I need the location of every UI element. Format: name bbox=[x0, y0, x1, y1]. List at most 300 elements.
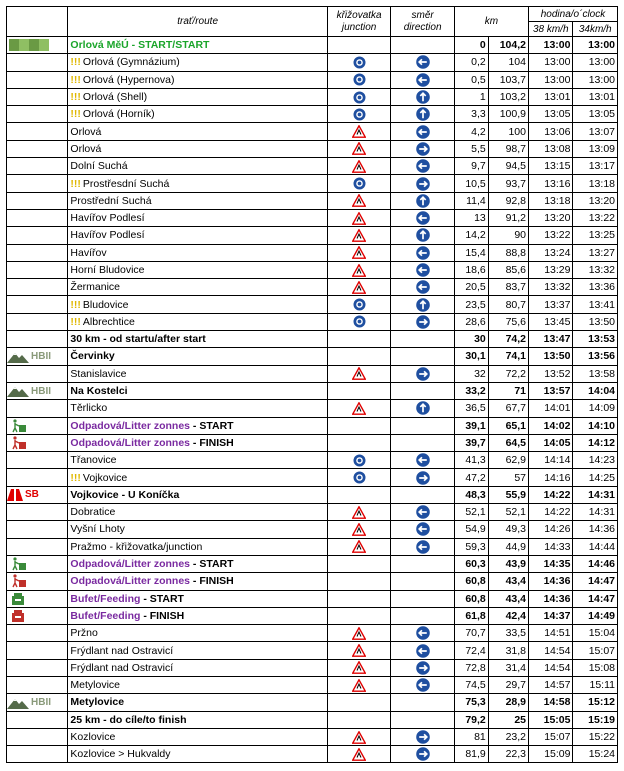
remaining-km-cell: 74,2 bbox=[488, 331, 528, 348]
route-name: Metylovice bbox=[70, 696, 125, 709]
time-34-cell: 13:56 bbox=[573, 348, 618, 365]
route-name: Horní Bludovice bbox=[70, 264, 145, 276]
direction-cell bbox=[391, 590, 455, 607]
junction-cell bbox=[327, 590, 391, 607]
warning-marker: !!! bbox=[70, 73, 81, 86]
remaining-km-cell: 49,3 bbox=[488, 521, 528, 538]
direction-cell bbox=[391, 676, 455, 693]
direction-cell bbox=[391, 538, 455, 555]
table-row bbox=[7, 365, 618, 382]
direction-cell bbox=[391, 37, 455, 54]
km-cell: 81 bbox=[454, 728, 488, 745]
row-icon-cell bbox=[7, 469, 68, 486]
warning-icon bbox=[352, 748, 366, 761]
arrow-left-icon bbox=[416, 280, 430, 294]
arrow-left-icon bbox=[416, 125, 430, 139]
table-row bbox=[7, 504, 618, 521]
route-cell bbox=[68, 158, 327, 175]
direction-cell bbox=[391, 279, 455, 296]
time-38-cell: 14:05 bbox=[529, 434, 573, 451]
warning-marker: !!! bbox=[70, 315, 81, 328]
arrow-left-icon bbox=[416, 263, 430, 277]
remaining-km-cell: 92,8 bbox=[488, 192, 528, 209]
direction-cell bbox=[391, 227, 455, 244]
time-34-cell: 15:11 bbox=[573, 676, 618, 693]
row-icon-cell bbox=[7, 88, 68, 105]
route-name: Prostřední Suchá bbox=[70, 194, 152, 207]
km-cell: 1 bbox=[454, 88, 488, 105]
km-cell: 13 bbox=[454, 209, 488, 226]
time-34-cell: 14:31 bbox=[573, 504, 618, 521]
time-38-cell: 13:50 bbox=[529, 348, 573, 365]
km-cell: 39,1 bbox=[454, 417, 488, 434]
time-38-cell: 13:18 bbox=[529, 192, 573, 209]
km-cell: 70,7 bbox=[454, 625, 488, 642]
direction-cell bbox=[391, 313, 455, 330]
junction-cell bbox=[327, 728, 391, 745]
time-34-cell: 13:27 bbox=[573, 244, 618, 261]
time-38-cell: 14:22 bbox=[529, 504, 573, 521]
table-row bbox=[7, 313, 618, 330]
km-cell: 9,7 bbox=[454, 158, 488, 175]
route-cell bbox=[68, 71, 327, 88]
remaining-km-cell: 23,2 bbox=[488, 728, 528, 745]
warning-icon bbox=[352, 523, 366, 536]
route-cell bbox=[68, 555, 327, 572]
time-34-cell: 14:49 bbox=[573, 607, 618, 624]
route-cell bbox=[68, 469, 327, 486]
direction-cell bbox=[391, 711, 455, 728]
time-34-cell: 14:09 bbox=[573, 400, 618, 417]
row-icon-cell bbox=[7, 659, 68, 676]
time-34-cell: 13:20 bbox=[573, 192, 618, 209]
row-icon-cell bbox=[7, 123, 68, 140]
route-cell bbox=[68, 659, 327, 676]
direction-cell bbox=[391, 469, 455, 486]
remaining-km-cell: 74,1 bbox=[488, 348, 528, 365]
direction-cell bbox=[391, 504, 455, 521]
junction-cell bbox=[327, 140, 391, 157]
time-34-cell: 15:08 bbox=[573, 659, 618, 676]
junction-cell bbox=[327, 417, 391, 434]
warning-icon bbox=[352, 367, 366, 380]
remaining-km-cell: 98,7 bbox=[488, 140, 528, 157]
sprint-tag: SB bbox=[25, 489, 39, 501]
route-cell bbox=[68, 538, 327, 555]
km-cell: 30,1 bbox=[454, 348, 488, 365]
warning-icon bbox=[352, 264, 366, 277]
km-header: km bbox=[454, 7, 528, 37]
time-38-cell: 14:35 bbox=[529, 555, 573, 572]
km-cell: 81,9 bbox=[454, 746, 488, 763]
hill-tag: HBII bbox=[31, 697, 51, 709]
route-cell bbox=[68, 140, 327, 157]
km-cell: 48,3 bbox=[454, 486, 488, 503]
route-cell bbox=[68, 573, 327, 590]
route-cell bbox=[68, 54, 327, 71]
route-name: Bufet/Feeding bbox=[70, 609, 141, 622]
row-icon-cell bbox=[7, 37, 68, 54]
remaining-km-cell: 93,7 bbox=[488, 175, 528, 192]
table-row bbox=[7, 88, 618, 105]
time-38-cell: 14:37 bbox=[529, 607, 573, 624]
remaining-km-cell: 85,6 bbox=[488, 261, 528, 278]
arrow-left-icon bbox=[416, 540, 430, 554]
route-cell bbox=[68, 504, 327, 521]
junction-cell bbox=[327, 88, 391, 105]
route-suffix: - START bbox=[190, 558, 234, 571]
warning-icon bbox=[352, 281, 366, 294]
time-34-cell: 14:46 bbox=[573, 555, 618, 572]
table-row bbox=[7, 106, 618, 123]
arrow-right-icon bbox=[416, 177, 430, 191]
time-38-cell: 14:14 bbox=[529, 452, 573, 469]
route-cell bbox=[68, 711, 327, 728]
km-cell: 60,3 bbox=[454, 555, 488, 572]
remaining-km-cell: 100 bbox=[488, 123, 528, 140]
warning-icon bbox=[352, 160, 366, 173]
time-38-cell: 13:16 bbox=[529, 175, 573, 192]
route-cell bbox=[68, 244, 327, 261]
time-34-cell: 13:50 bbox=[573, 313, 618, 330]
junction-header: křižovatka junction bbox=[327, 7, 391, 37]
route-cell bbox=[68, 625, 327, 642]
row-icon-cell bbox=[7, 746, 68, 763]
litter_green-icon bbox=[7, 557, 29, 571]
time-38-cell: 13:01 bbox=[529, 88, 573, 105]
km-cell: 0,5 bbox=[454, 71, 488, 88]
time-38-cell: 13:06 bbox=[529, 123, 573, 140]
km-cell: 52,1 bbox=[454, 504, 488, 521]
route-name: Frýdlant nad Ostravicí bbox=[70, 661, 174, 674]
remaining-km-cell: 55,9 bbox=[488, 486, 528, 503]
sprint-icon bbox=[7, 489, 23, 501]
route-cell bbox=[68, 400, 327, 417]
time-38-cell: 13:24 bbox=[529, 244, 573, 261]
row-icon-cell bbox=[7, 175, 68, 192]
time-38-cell: 14:57 bbox=[529, 676, 573, 693]
time-38-cell: 14:02 bbox=[529, 417, 573, 434]
row-icon-cell bbox=[7, 728, 68, 745]
direction-cell bbox=[391, 209, 455, 226]
remaining-km-cell: 104 bbox=[488, 54, 528, 71]
arrow-up-icon bbox=[416, 228, 430, 242]
time-34-cell: 13:53 bbox=[573, 331, 618, 348]
time-34-cell: 14:47 bbox=[573, 590, 618, 607]
junction-cell bbox=[327, 348, 391, 365]
km-cell: 4,2 bbox=[454, 123, 488, 140]
table-row bbox=[7, 37, 618, 54]
route-name: Orlová bbox=[70, 125, 102, 138]
warning-icon bbox=[352, 661, 366, 674]
time-38-cell: 13:47 bbox=[529, 331, 573, 348]
junction-cell bbox=[327, 434, 391, 451]
time-38-cell: 13:22 bbox=[529, 227, 573, 244]
row-icon-cell bbox=[7, 382, 68, 399]
direction-cell bbox=[391, 642, 455, 659]
route-cell bbox=[68, 607, 327, 624]
table-row bbox=[7, 469, 618, 486]
row-icon-cell bbox=[7, 244, 68, 261]
route-cell bbox=[68, 37, 327, 54]
time-34-cell: 13:17 bbox=[573, 158, 618, 175]
table-row bbox=[7, 331, 618, 348]
route-name: Kozlovice bbox=[70, 731, 116, 744]
arrow-left-icon bbox=[416, 626, 430, 640]
warning-icon bbox=[352, 246, 366, 259]
junction-cell bbox=[327, 209, 391, 226]
route-name: Bludovice bbox=[82, 298, 129, 311]
km-cell: 47,2 bbox=[454, 469, 488, 486]
direction-cell bbox=[391, 434, 455, 451]
table-row bbox=[7, 71, 618, 88]
hill-icon bbox=[7, 351, 29, 363]
junction-cell bbox=[327, 365, 391, 382]
route-cell bbox=[68, 417, 327, 434]
junction-cell bbox=[327, 521, 391, 538]
time-34-cell: 15:24 bbox=[573, 746, 618, 763]
route-name: Kozlovice > Hukvaldy bbox=[70, 748, 171, 761]
route-name: Pržno bbox=[70, 627, 98, 640]
km-cell: 60,8 bbox=[454, 573, 488, 590]
time-34-cell: 13:09 bbox=[573, 140, 618, 157]
route-header: trať/route bbox=[68, 7, 327, 37]
time-34-cell: 13:07 bbox=[573, 123, 618, 140]
time-38-cell: 13:00 bbox=[529, 71, 573, 88]
icon-header bbox=[7, 7, 68, 37]
time-34-cell: 14:23 bbox=[573, 452, 618, 469]
junction-cell bbox=[327, 279, 391, 296]
junction-cell bbox=[327, 175, 391, 192]
route-name: Orlová MěÚ - START/START bbox=[70, 39, 210, 52]
direction-cell bbox=[391, 348, 455, 365]
warning-marker: !!! bbox=[70, 91, 81, 104]
time-38-cell: 13:29 bbox=[529, 261, 573, 278]
junction-cell bbox=[327, 106, 391, 123]
time-38-cell: 14:51 bbox=[529, 625, 573, 642]
route-cell bbox=[68, 642, 327, 659]
row-icon-cell bbox=[7, 676, 68, 693]
direction-header: směr direction bbox=[391, 7, 455, 37]
row-icon-cell bbox=[7, 573, 68, 590]
time-34-cell: 14:04 bbox=[573, 382, 618, 399]
direction-cell bbox=[391, 452, 455, 469]
km-cell: 14,2 bbox=[454, 227, 488, 244]
table-row bbox=[7, 400, 618, 417]
row-icon-cell bbox=[7, 296, 68, 313]
table-row bbox=[7, 538, 618, 555]
time-34-cell: 14:47 bbox=[573, 573, 618, 590]
route-name: Červinky bbox=[70, 350, 115, 363]
route-cell bbox=[68, 590, 327, 607]
roundabout-icon bbox=[353, 108, 366, 121]
route-cell bbox=[68, 123, 327, 140]
arrow-right-icon bbox=[416, 747, 430, 761]
row-icon-cell bbox=[7, 521, 68, 538]
time-38-cell: 13:57 bbox=[529, 382, 573, 399]
row-icon-cell bbox=[7, 417, 68, 434]
km-cell: 74,5 bbox=[454, 676, 488, 693]
direction-cell bbox=[391, 244, 455, 261]
direction-cell bbox=[391, 659, 455, 676]
route-cell bbox=[68, 296, 327, 313]
row-icon-cell bbox=[7, 452, 68, 469]
junction-cell bbox=[327, 123, 391, 140]
row-icon-cell bbox=[7, 54, 68, 71]
arrow-left-icon bbox=[416, 246, 430, 260]
route-cell bbox=[68, 88, 327, 105]
row-icon-cell bbox=[7, 590, 68, 607]
table-row bbox=[7, 54, 618, 71]
junction-cell bbox=[327, 486, 391, 503]
table-row bbox=[7, 521, 618, 538]
time-34-cell: 15:07 bbox=[573, 642, 618, 659]
arrow-up-icon bbox=[416, 107, 430, 121]
time-38-cell: 14:36 bbox=[529, 590, 573, 607]
junction-cell bbox=[327, 158, 391, 175]
route-cell bbox=[68, 452, 327, 469]
km-cell: 10,5 bbox=[454, 175, 488, 192]
route-cell bbox=[68, 106, 327, 123]
route-name: Vyšní Lhoty bbox=[70, 523, 125, 536]
route-name: Albrechtice bbox=[82, 315, 135, 328]
route-cell bbox=[68, 486, 327, 503]
flag-icon bbox=[7, 38, 51, 52]
junction-cell bbox=[327, 261, 391, 278]
row-icon-cell bbox=[7, 348, 68, 365]
table-row bbox=[7, 261, 618, 278]
arrow-left-icon bbox=[416, 159, 430, 173]
remaining-km-cell: 44,9 bbox=[488, 538, 528, 555]
row-icon-cell bbox=[7, 711, 68, 728]
speed-34-header: 34km/h bbox=[573, 22, 618, 37]
row-icon-cell bbox=[7, 261, 68, 278]
remaining-km-cell: 91,2 bbox=[488, 209, 528, 226]
warning-icon bbox=[352, 627, 366, 640]
hill-tag: HBII bbox=[31, 351, 51, 363]
time-38-cell: 14:26 bbox=[529, 521, 573, 538]
route-name: Odpadová/Litter zonnes bbox=[70, 558, 191, 571]
row-icon-cell bbox=[7, 158, 68, 175]
route-cell bbox=[68, 746, 327, 763]
route-name: Bufet/Feeding bbox=[70, 592, 141, 605]
row-icon-cell bbox=[7, 192, 68, 209]
km-cell: 54,9 bbox=[454, 521, 488, 538]
table-row bbox=[7, 244, 618, 261]
km-cell: 72,4 bbox=[454, 642, 488, 659]
time-38-cell: 13:15 bbox=[529, 158, 573, 175]
route-cell bbox=[68, 313, 327, 330]
route-suffix: - FINISH bbox=[140, 609, 185, 622]
junction-cell bbox=[327, 54, 391, 71]
route-name: Metylovice bbox=[70, 679, 121, 692]
row-icon-cell bbox=[7, 365, 68, 382]
route-cell bbox=[68, 331, 327, 348]
feed_red-icon bbox=[7, 609, 29, 623]
junction-cell bbox=[327, 573, 391, 590]
time-38-cell: 13:37 bbox=[529, 296, 573, 313]
direction-cell bbox=[391, 158, 455, 175]
junction-cell bbox=[327, 37, 391, 54]
arrow-left-icon bbox=[416, 644, 430, 658]
roundabout-icon bbox=[353, 454, 366, 467]
km-cell: 33,2 bbox=[454, 382, 488, 399]
direction-cell bbox=[391, 728, 455, 745]
km-cell: 39,7 bbox=[454, 434, 488, 451]
route-name: Odpadová/Litter zonnes bbox=[70, 436, 191, 449]
row-icon-cell bbox=[7, 140, 68, 157]
roundabout-icon bbox=[353, 298, 366, 311]
table-row bbox=[7, 573, 618, 590]
direction-cell bbox=[391, 365, 455, 382]
arrow-left-icon bbox=[416, 505, 430, 519]
time-34-cell: 13:58 bbox=[573, 365, 618, 382]
table-row bbox=[7, 348, 618, 365]
time-38-cell: 15:05 bbox=[529, 711, 573, 728]
time-34-cell: 13:22 bbox=[573, 209, 618, 226]
row-icon-cell bbox=[7, 71, 68, 88]
arrow-up-icon bbox=[416, 401, 430, 415]
time-34-cell: 13:00 bbox=[573, 54, 618, 71]
remaining-km-cell: 52,1 bbox=[488, 504, 528, 521]
time-34-cell: 13:05 bbox=[573, 106, 618, 123]
route-cell bbox=[68, 192, 327, 209]
remaining-km-cell: 57 bbox=[488, 469, 528, 486]
time-34-cell: 14:10 bbox=[573, 417, 618, 434]
arrow-left-icon bbox=[416, 678, 430, 692]
junction-cell bbox=[327, 538, 391, 555]
remaining-km-cell: 80,7 bbox=[488, 296, 528, 313]
direction-cell bbox=[391, 175, 455, 192]
km-cell: 23,5 bbox=[454, 296, 488, 313]
time-34-cell: 14:12 bbox=[573, 434, 618, 451]
warning-icon bbox=[352, 125, 366, 138]
warning-marker: !!! bbox=[70, 108, 81, 121]
remaining-km-cell: 31,8 bbox=[488, 642, 528, 659]
arrow-left-icon bbox=[416, 522, 430, 536]
time-38-cell: 14:58 bbox=[529, 694, 573, 711]
roundabout-icon bbox=[353, 177, 366, 190]
route-cell bbox=[68, 694, 327, 711]
direction-cell bbox=[391, 417, 455, 434]
time-34-cell: 13:41 bbox=[573, 296, 618, 313]
route-name: Havířov Podlesí bbox=[70, 212, 145, 225]
time-38-cell: 15:07 bbox=[529, 728, 573, 745]
route-name: Pražmo - křižovatka/junction bbox=[70, 540, 203, 553]
direction-cell bbox=[391, 694, 455, 711]
warning-icon bbox=[352, 212, 366, 225]
km-cell: 32 bbox=[454, 365, 488, 382]
junction-cell bbox=[327, 452, 391, 469]
time-34-cell: 14:25 bbox=[573, 469, 618, 486]
km-cell: 36,5 bbox=[454, 400, 488, 417]
arrow-right-icon bbox=[416, 315, 430, 329]
row-icon-cell bbox=[7, 209, 68, 226]
remaining-km-cell: 90 bbox=[488, 227, 528, 244]
direction-cell bbox=[391, 71, 455, 88]
route-cell bbox=[68, 279, 327, 296]
time-38-cell: 13:20 bbox=[529, 209, 573, 226]
remaining-km-cell: 83,7 bbox=[488, 279, 528, 296]
remaining-km-cell: 71 bbox=[488, 382, 528, 399]
km-cell: 0,2 bbox=[454, 54, 488, 71]
direction-cell bbox=[391, 625, 455, 642]
route-cell bbox=[68, 676, 327, 693]
arrow-up-icon bbox=[416, 90, 430, 104]
time-38-cell: 15:09 bbox=[529, 746, 573, 763]
junction-cell bbox=[327, 382, 391, 399]
route-cell bbox=[68, 227, 327, 244]
